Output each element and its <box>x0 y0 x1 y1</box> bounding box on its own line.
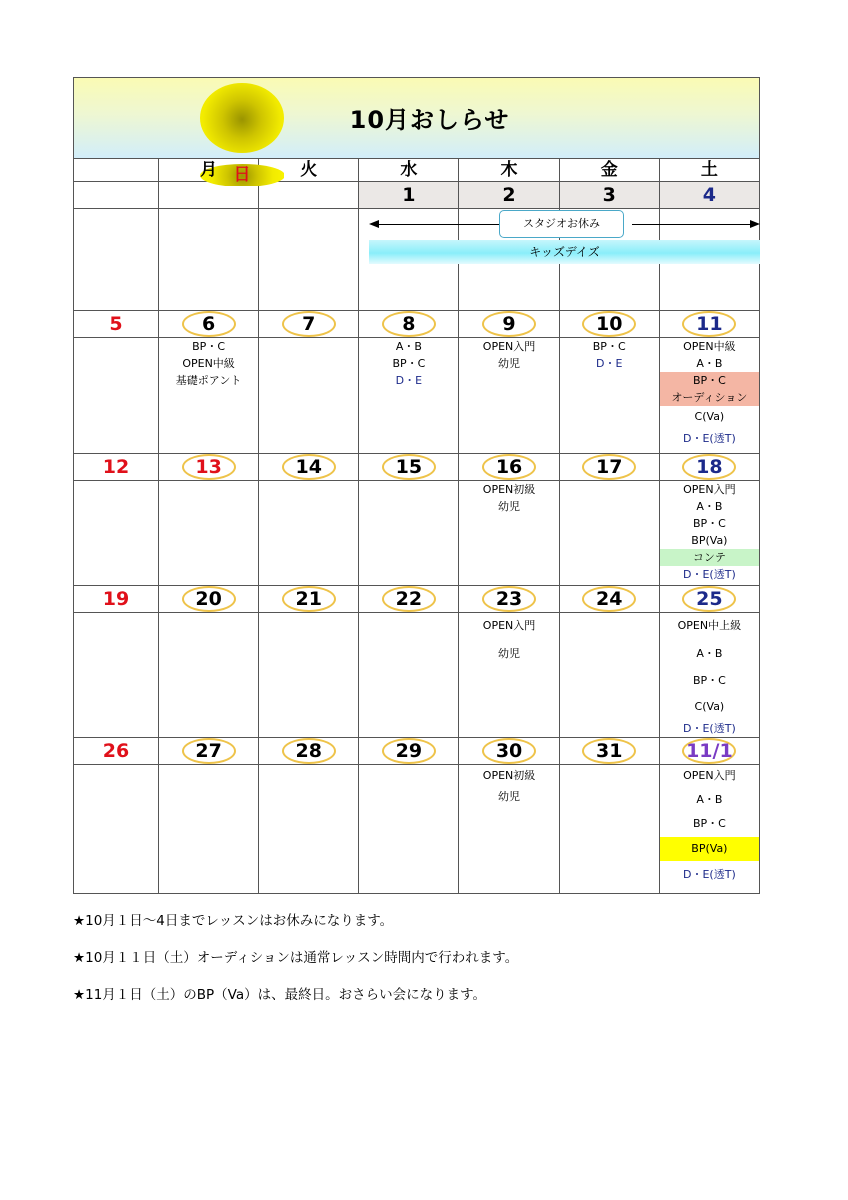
event-cell <box>559 338 659 454</box>
date-cell-4 <box>659 182 759 209</box>
class-entry: 幼児 <box>498 647 521 660</box>
event-cell <box>159 613 259 738</box>
class-entry: OPEN入門 <box>482 619 536 632</box>
class-entry: A・B <box>696 500 723 513</box>
class-entry: 幼児 <box>498 357 521 370</box>
date-number-circled: 7 <box>282 311 336 337</box>
class-entry: BP・C <box>660 372 759 389</box>
date-cell-26 <box>74 738 159 765</box>
date-number: 3 <box>602 184 616 206</box>
date-cell-20 <box>159 586 259 613</box>
event-cell <box>159 209 259 311</box>
date-cell-22 <box>359 586 459 613</box>
week5-date-row <box>74 738 760 765</box>
date-number-circled: 20 <box>182 586 236 612</box>
date-number-circled: 30 <box>482 738 536 764</box>
week5-event-row <box>74 765 760 894</box>
event-cell <box>259 338 359 454</box>
date-cell-16 <box>459 454 559 481</box>
event-cell <box>259 613 359 738</box>
class-entry: 基礎ポアント <box>175 374 242 387</box>
date-cell-3 <box>559 182 659 209</box>
date-cell-29 <box>359 738 459 765</box>
date-cell-empty <box>159 182 259 209</box>
week3-date-row <box>74 454 760 481</box>
class-entry: D・E(透T) <box>683 568 736 581</box>
weekday-tue: 火 <box>259 159 359 182</box>
note-line: ★10月１日～4日までレッスンはお休みになります。 <box>73 913 394 929</box>
date-number: 19 <box>102 588 130 610</box>
kids-days-banner: キッズデイズ <box>369 240 760 264</box>
date-number-circled: 22 <box>382 586 436 612</box>
class-entry: BP・C <box>592 340 626 353</box>
class-entry: D・E(透T) <box>683 868 736 881</box>
date-cell-28 <box>259 738 359 765</box>
class-entry: 幼児 <box>498 500 521 513</box>
date-cell-1 <box>359 182 459 209</box>
class-entry: C(Va) <box>694 700 725 713</box>
class-entry: BP(Va) <box>691 534 728 547</box>
event-cell <box>659 481 759 586</box>
class-entry: BP・C <box>692 817 726 830</box>
event-cell <box>459 338 559 454</box>
event-cell <box>259 481 359 586</box>
date-number-circled: 11/1 <box>682 738 736 764</box>
week3-event-row <box>74 481 760 586</box>
date-cell-15 <box>359 454 459 481</box>
event-cell <box>74 209 159 311</box>
class-entry: BP・C <box>692 674 726 687</box>
date-cell-7 <box>259 311 359 338</box>
right-arrow-line <box>632 224 752 225</box>
date-number-circled: 10 <box>582 311 636 337</box>
date-cell-8 <box>359 311 459 338</box>
date-number: 12 <box>102 456 130 478</box>
date-cell-17 <box>559 454 659 481</box>
date-number-circled: 13 <box>182 454 236 480</box>
date-cell-27 <box>159 738 259 765</box>
date-number-circled: 15 <box>382 454 436 480</box>
date-number-circled: 9 <box>482 311 536 337</box>
studio-closed-label: スタジオお休み <box>499 210 624 238</box>
class-entry: 幼児 <box>498 790 521 803</box>
class-entry: OPEN初級 <box>482 483 536 496</box>
date-number-circled: 24 <box>582 586 636 612</box>
date-cell-30 <box>459 738 559 765</box>
date-number-circled: 21 <box>282 586 336 612</box>
audition-entry: オーディション <box>660 389 759 406</box>
date-cell-10 <box>559 311 659 338</box>
class-entry: OPEN入門 <box>683 483 736 496</box>
date-cell-empty <box>74 182 159 209</box>
weekday-mon: 月 <box>159 159 259 182</box>
week1-date-row <box>74 182 760 209</box>
date-number-circled: 18 <box>682 454 736 480</box>
weekday-fri: 金 <box>559 159 659 182</box>
date-number-circled: 31 <box>582 738 636 764</box>
event-cell <box>359 613 459 738</box>
notes-section <box>73 910 518 1021</box>
event-cell <box>159 481 259 586</box>
class-entry: D・E <box>595 357 623 370</box>
class-entry: BP・C <box>692 517 726 530</box>
date-cell-11 <box>659 311 759 338</box>
note-line: ★10月１１日（土）オーディションは通常レッスン時間内で行われます。 <box>73 950 519 966</box>
week4-date-row <box>74 586 760 613</box>
right-arrow-icon <box>750 219 760 229</box>
class-entry: D・E(透T) <box>683 722 736 735</box>
class-entry: A・B <box>395 340 422 353</box>
date-number: 4 <box>702 184 716 206</box>
date-cell-13 <box>159 454 259 481</box>
class-entry: OPEN初級 <box>482 769 536 782</box>
calendar-header <box>73 77 760 158</box>
event-cell <box>159 338 259 454</box>
date-cell-empty <box>259 182 359 209</box>
date-number-circled: 28 <box>282 738 336 764</box>
event-cell <box>74 613 159 738</box>
date-number-circled: 8 <box>382 311 436 337</box>
class-entry: OPEN中級 <box>182 357 235 370</box>
date-number: 26 <box>102 740 130 762</box>
event-cell <box>459 765 559 894</box>
weekday-wed: 水 <box>359 159 459 182</box>
date-number-circled: 23 <box>482 586 536 612</box>
week2-event-row <box>74 338 760 454</box>
date-number-circled: 11 <box>682 311 736 337</box>
class-entry: A・B <box>696 793 723 806</box>
class-entry: OPEN入門 <box>683 769 736 782</box>
event-cell <box>659 613 759 738</box>
event-cell <box>359 481 459 586</box>
date-number: 1 <box>402 184 416 206</box>
event-cell <box>659 765 759 894</box>
note-line: ★11月１日（土）のBP（Va）は、最終日。おさらい会になります。 <box>73 987 487 1003</box>
class-entry: OPEN中級 <box>683 340 736 353</box>
event-cell <box>559 765 659 894</box>
date-cell-2 <box>459 182 559 209</box>
calendar-grid <box>73 158 760 894</box>
date-cell-23 <box>459 586 559 613</box>
class-entry: A・B <box>696 647 723 660</box>
class-entry: OPEN入門 <box>482 340 536 353</box>
class-entry: BP・C <box>192 340 226 353</box>
week2-date-row <box>74 311 760 338</box>
date-number-circled: 17 <box>582 454 636 480</box>
class-entry: C(Va) <box>694 410 725 423</box>
event-cell <box>359 765 459 894</box>
page-title: 10月おしらせ <box>349 106 510 134</box>
date-cell-12 <box>74 454 159 481</box>
event-cell <box>559 481 659 586</box>
class-entry: BP・C <box>392 357 426 370</box>
studio-closed-banner <box>369 209 760 239</box>
date-cell-31 <box>559 738 659 765</box>
date-number-circled: 16 <box>482 454 536 480</box>
date-cell-9 <box>459 311 559 338</box>
event-cell <box>74 481 159 586</box>
event-cell <box>459 613 559 738</box>
contemporary-entry: コンテ <box>660 549 759 566</box>
weekday-sun: 日 <box>200 164 285 187</box>
date-number: 2 <box>502 184 516 206</box>
calendar-page <box>73 77 760 894</box>
event-cell <box>159 765 259 894</box>
date-cell-14 <box>259 454 359 481</box>
date-cell-18 <box>659 454 759 481</box>
left-arrow-line <box>373 224 499 225</box>
event-cell <box>259 209 359 311</box>
date-cell-21 <box>259 586 359 613</box>
date-number-circled: 29 <box>382 738 436 764</box>
class-entry: D・E <box>395 374 423 387</box>
date-cell-nov-1 <box>659 738 759 765</box>
date-cell-24 <box>559 586 659 613</box>
date-number-circled: 14 <box>282 454 336 480</box>
weekday-thu: 木 <box>459 159 559 182</box>
event-cell <box>459 481 559 586</box>
event-cell <box>259 765 359 894</box>
date-cell-19 <box>74 586 159 613</box>
event-cell <box>74 338 159 454</box>
class-entry: OPEN中上級 <box>677 619 742 632</box>
weekday-header-row <box>74 159 760 182</box>
date-cell-6 <box>159 311 259 338</box>
left-arrow-icon <box>369 219 379 229</box>
week4-event-row <box>74 613 760 738</box>
final-day-entry: BP(Va) <box>660 837 759 861</box>
event-cell <box>659 338 759 454</box>
event-cell <box>359 338 459 454</box>
class-entry: D・E(透T) <box>683 432 736 445</box>
class-entry: A・B <box>696 357 723 370</box>
date-number-circled: 6 <box>182 311 236 337</box>
weekday-sat: 土 <box>659 159 759 182</box>
date-number-circled: 25 <box>682 586 736 612</box>
date-number: 5 <box>109 313 123 335</box>
date-cell-5 <box>74 311 159 338</box>
date-number-circled: 27 <box>182 738 236 764</box>
event-cell <box>559 613 659 738</box>
event-cell <box>74 765 159 894</box>
date-cell-25 <box>659 586 759 613</box>
